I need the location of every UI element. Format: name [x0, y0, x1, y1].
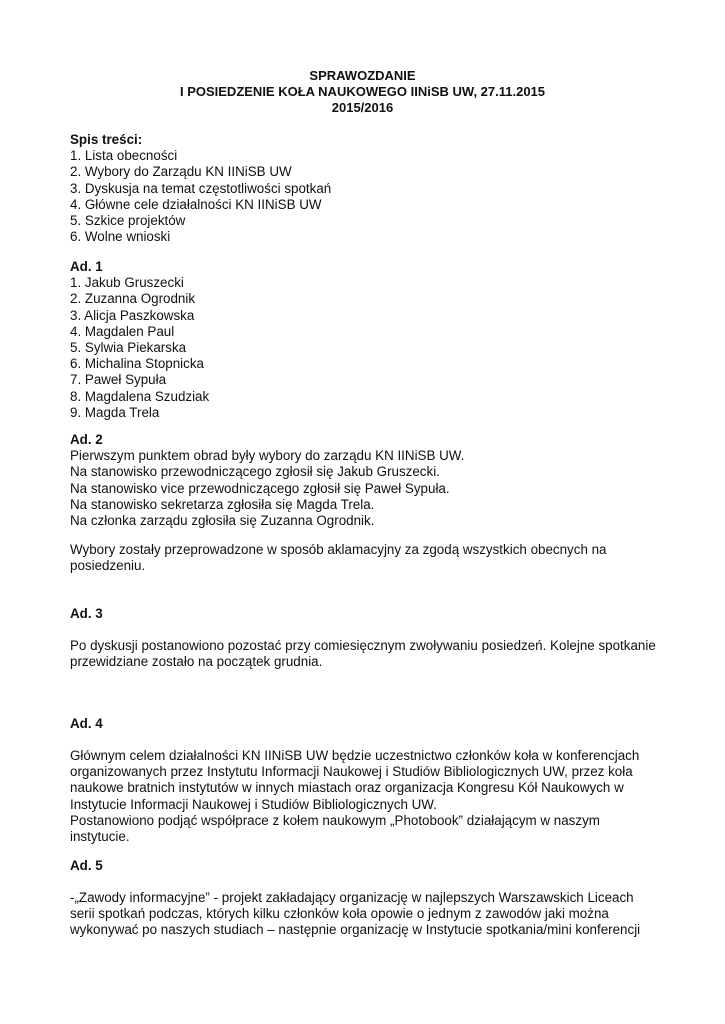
attendee-item: 5. Sylwia Piekarska — [70, 340, 187, 356]
toc-item: 2. Wybory do Zarządu KN IINiSB UW — [70, 164, 292, 180]
paragraph-line: Na stanowisko przewodniczącego zgłosił się Jakub Gruszecki. — [70, 464, 440, 480]
paragraph-line: posiedzeniu. — [70, 558, 146, 574]
toc-item: 5. Szkice projektów — [70, 213, 186, 229]
section-ad4-heading — [70, 716, 670, 732]
paragraph-line: Głównym celem działalności KN IINiSB UW będzie uczestnictwo członków koła w konferencjach — [70, 748, 640, 763]
toc-item: 4. Główne cele działalności KN IINiSB UW — [70, 196, 322, 212]
toc-item: 6. Wolne wnioski — [70, 229, 171, 245]
section-ad5 — [70, 890, 670, 939]
section-ad2-summary — [70, 542, 670, 574]
section-ad2 — [70, 432, 670, 529]
attendee-item: 3. Alicja Paszkowska — [70, 307, 195, 323]
report-title: SPRAWOZDANIE — [309, 68, 416, 83]
paragraph-line: Po dyskusji postanowiono pozostać przy comiesięcznym zwoływaniu posiedzeń. Kolejne spotkanie — [70, 638, 656, 653]
paragraph-line: naukowe bratnich instytutów w innych miastach oraz organizacja Kongresu Kół Naukowych w — [70, 780, 624, 796]
academic-year: 2015/2016 — [331, 100, 394, 115]
paragraph-line: Postanowiono podjąć współprace z kołem naukowym „Photobook” działającym w naszym — [70, 812, 600, 828]
section-heading: Ad. 4 — [70, 716, 103, 731]
attendee-item: 9. Magda Trela — [70, 404, 160, 420]
paragraph-line: Na członka zarządu zgłosiła się Zuzanna Ogrodnik. — [70, 513, 375, 529]
meeting-title: I POSIEDZENIE KOŁA NAUKOWEGO IINiSB UW, 27.11.2015 — [179, 84, 546, 99]
attendee-item: 4. Magdalen Paul — [70, 323, 175, 339]
paragraph-line: Na stanowisko vice przewodniczącego zgłosił się Paweł Sypuła. — [70, 480, 450, 496]
section-ad1 — [70, 259, 670, 421]
attendee-item: 6. Michalina Stopnicka — [70, 356, 204, 372]
paragraph-line: -„Zawody informacyjne” - projekt zakładający organizację w najlepszych Warszawskich Liceach — [70, 890, 634, 905]
attendee-item: 7. Paweł Sypuła — [70, 372, 167, 388]
report-header — [0, 68, 725, 116]
paragraph-line: przewidziane zostało na początek grudnia. — [70, 654, 323, 670]
section-heading: Ad. 5 — [70, 858, 103, 873]
section-ad3 — [70, 638, 670, 670]
section-ad3-heading — [70, 606, 670, 622]
toc-item: 3. Dyskusja na temat częstotliwości spotkań — [70, 180, 332, 196]
paragraph-line: serii spotkań podczas, których kilku członków koła opowie o jednym z zawodów jaki można — [70, 906, 609, 922]
paragraph-line: wykonywać po naszych studiach – następnie organizację w Instytucie spotkania/mini konferencji — [70, 922, 641, 938]
attendee-item: 2. Zuzanna Ogrodnik — [70, 291, 196, 307]
paragraph-line: instytucie. — [70, 829, 130, 845]
attendee-item: 1. Jakub Gruszecki — [70, 275, 184, 291]
table-of-contents — [70, 132, 670, 245]
section-heading: Ad. 2 — [70, 432, 103, 447]
paragraph-line: Instytucie Informacji Naukowej i Studiów Bibliologicznych UW. — [70, 796, 437, 812]
section-ad5-heading — [70, 858, 670, 874]
toc-item: 1. Lista obecności — [70, 148, 178, 164]
section-heading: Ad. 1 — [70, 259, 103, 274]
paragraph-line: Na stanowisko sekretarza zgłosiła się Magda Trela. — [70, 496, 375, 512]
section-ad4 — [70, 748, 670, 845]
paragraph-line: Pierwszym punktem obrad były wybory do zarządu KN IINiSB UW. — [70, 448, 465, 464]
paragraph-line: organizowanych przez Instytutu Informacji Naukowej i Studiów Bibliologicznych UW, przez koła — [70, 764, 633, 780]
attendee-item: 8. Magdalena Szudziak — [70, 388, 210, 404]
section-heading: Ad. 3 — [70, 606, 103, 621]
toc-title: Spis treści: — [70, 132, 143, 147]
paragraph-line: Wybory zostały przeprowadzone w sposób aklamacyjny za zgodą wszystkich obecnych na — [70, 542, 607, 557]
